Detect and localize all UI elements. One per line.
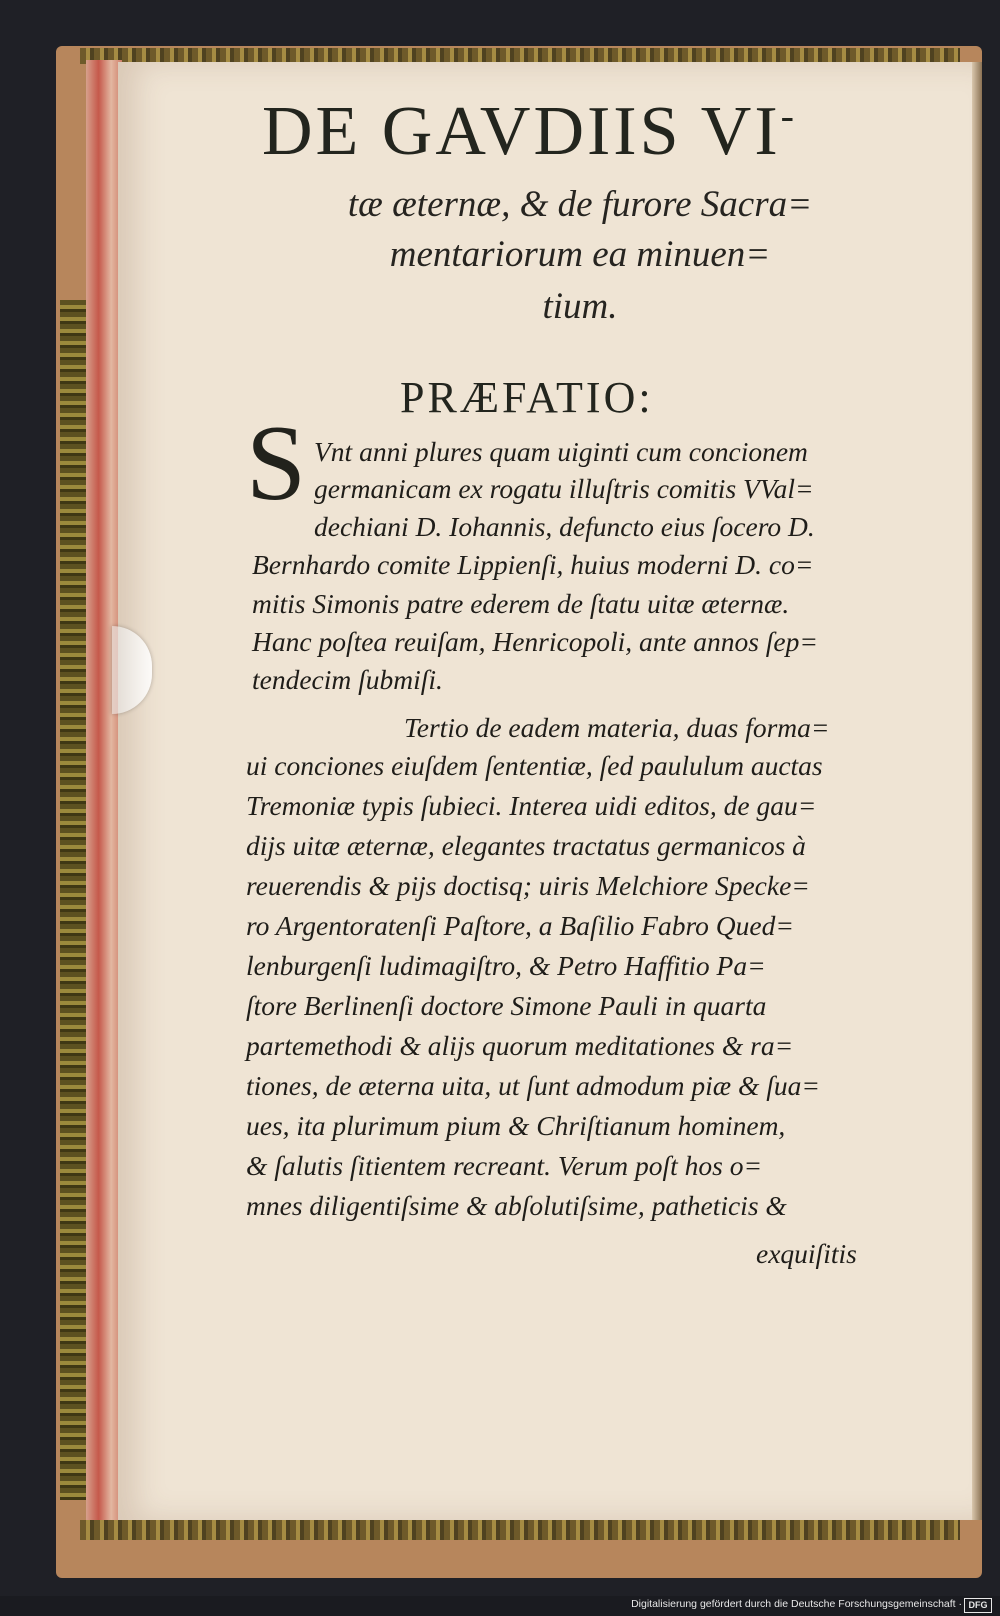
footer-credit: Digitalisierung gefördert durch die Deutsche Forschungsgemeinschaft · [631,1598,962,1610]
catchword: exquiſitis [756,1238,857,1269]
body-line: Vnt anni plures quam uiginti cum concionem [314,436,808,467]
subtitle-line-1: tæ æternæ, & de furore Sacra= [347,184,813,225]
body-line: ſtore Berlinenſi doctore Simone Pauli in quarta [246,990,767,1021]
body-line: germanicam ex rogatu illuſtris comitis VVal= [314,473,814,504]
section-heading: PRÆFATIO: [400,373,654,422]
subtitle-line-3: tium. [542,286,618,327]
body-line: Tertio de eadem materia, duas forma= [404,712,830,743]
body-line: reuerendis & pijs doctisq; uiris Melchiore Specke= [246,870,810,901]
title-text: DE GAVDIIS VI [262,93,781,170]
title-hyphen: - [780,93,797,138]
body-line: Tremoniæ typis ſubieci. Interea uidi editos, de gau= [246,790,817,821]
body-line: ui conciones eiuſdem ſententiæ, ſed paululum auctas [246,750,823,781]
body-line: mitis Simonis patre ederem de ſtatu uitæ æternæ. [252,588,790,619]
body-line: ro Argentoratenſi Paſtore, a Baſilio Fabro Qued= [246,910,794,941]
body-line: tiones, de æterna uita, ut ſunt admodum piæ & ſua= [246,1070,820,1101]
body-line: Hanc poſtea reuiſam, Henricopoli, ante annos ſep= [252,626,818,657]
drop-cap: S [246,404,307,523]
body-line: lenburgenſi ludimagiſtro, & Petro Haffitio Pa= [246,950,766,981]
subtitle-line-2: mentariorum ea minuen= [389,234,771,275]
body-line: mnes diligentiſsime & abſolutiſsime, patheticis & [246,1190,787,1221]
body-line: dijs uitæ æternæ, elegantes tractatus germanicos à [246,830,806,861]
body-line: dechiani D. Iohannis, defuncto eius ſocero D. [314,511,815,542]
dfg-logo-icon: DFG [964,1598,992,1613]
body-line: partemethodi & alijs quorum meditationes & ra= [246,1030,794,1061]
body-line: ues, ita plurimum pium & Chriſtianum hominem, [246,1110,786,1141]
body-line: tendecim ſubmiſi. [252,664,443,695]
page-title [262,92,922,172]
body-line: & ſalutis ſitientem recreant. Verum poſt hos o= [246,1150,763,1181]
body-line: Bernhardo comite Lippienſi, huius moderni D. co= [252,549,814,580]
